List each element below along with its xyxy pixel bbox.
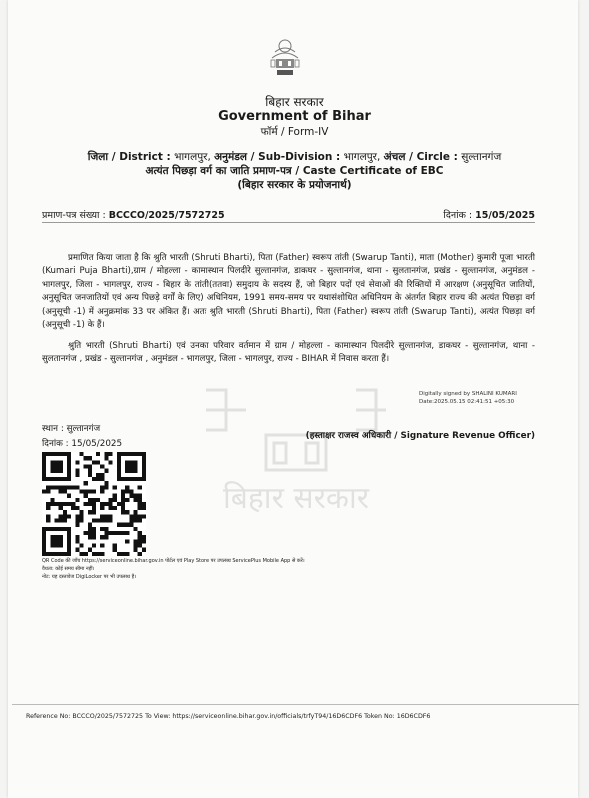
issue-place: स्थान : सुल्तानगंज [42,424,101,434]
certificate-paragraph-2: श्रुति भारती (Shruti Bharti) एवं उनका परिवार वर्तमान में ग्राम / मोहल्ला - कामास्थान पिलदीरे सुल्तानगंज, डाकघर - सुल्तानगंज, थाना - सुलतानगंज , प्रखंड - सुल्तानगंज , अनुमंडल - भागलपुर, जिला - भागलपुर, राज्य - BIHAR में निवास करता हैं। [42,341,535,365]
digital-signature-block [419,390,517,406]
district-label: जिला / District : [87,151,171,163]
watermark-text: बिहार सरकार [222,481,370,516]
certificate-purpose: (बिहार सरकार के प्रयोजनार्थ) [237,179,352,191]
bihar-emblem-icon [267,36,303,78]
issue-date: दिनांक : 15/05/2025 [42,439,123,449]
location-line [0,150,589,164]
qr-note-line2: वैधता: कोई समय सीमा नहीं। [42,566,95,572]
watermark-emblem [196,380,396,520]
circle-value: सुल्तानगंज [461,151,502,163]
footer-divider [12,704,579,705]
certificate-number [42,208,225,221]
certificate-date [443,208,535,221]
certificate-number-value: BCCCO/2025/7572725 [108,210,225,221]
subdivision-label: अनुमंडल / Sub-Division : [214,151,341,163]
subdivision-value: भागलपुर, [343,151,381,163]
certificate-date-value: 15/05/2025 [475,210,535,221]
signature-revenue-officer: (हस्ताक्षर राजस्व अधिकारी / Signature Revenue Officer) [305,431,535,441]
certificate-number-label: प्रमाण-पत्र संख्या : [42,210,106,221]
qr-note-line3: नोट: यह दस्तावेज DigiLocker पर भी उपलब्ध है। [42,574,137,580]
qr-code-icon [42,452,146,556]
circle-label: अंचल / Circle : [383,151,458,163]
header-divider [42,222,535,223]
digital-signature-line1: Digitally signed by SHALINI KUMARI [419,391,517,397]
certificate-paragraph-1: प्रमाणित किया जाता है कि श्रुति भारती (Shruti Bharti), पिता (Father) स्वरूप तांती (Swarup Tanti), माता (Mother) कुमारी पूजा भारती (Kumari Puja Bharti),ग्राम / मोहल्ला - कामास्थान पिलदीरे सुल्तानगंज, डाकघर - सुल्तानगंज, थाना - सुलतानगंज, प्रखंड - सुल्तानगंज, अनुमंडल - भागलपुर, जिला - भागलपुर, राज्य - बिहार के तांती(ततवा) समुदाय के सदस्य हैं, जो बिहार पदों एवं सेवाओं की रिक्तियों में आरक्षण (अनुसूचित जातियों, अनुसूचित जनजातियों एवं अन्य पिछड़े वर्गों के लिए) अधिनियम, 1991 समय-समय पर यथासंशोधित अधिनियम के अंतर्गत बिहार राज्य की अत्यंत पिछड़ा वर्ग (अनुसूची -1) में अनुक्रमांक 33 पर अंकित हैं। अतः श्रुति भारती (Shruti Bharti), पिता (Father) स्वरूप तांती (Swarup Tanti), अत्यंत पिछड़ा वर्ग (अनुसूची -1) के हैं। [42,253,535,331]
district-value: भागलपुर, [174,151,211,163]
govt-english-title: Government of Bihar [218,109,371,124]
form-label: फॉर्म / Form-IV [260,126,329,138]
govt-hindi-title: बिहार सरकार [265,95,324,109]
qr-note-line1: QR Code की जाँच https://serviceonline.bihar.gov.in पोर्टल एवं Play Store पर उपलब्ध ServicePlus Mobile App से करें। [42,558,305,564]
certificate-date-label: दिनांक : [443,210,473,221]
digital-signature-line2: Date:2025.05.15 02:41:51 +05:30 [419,399,515,405]
certificate-title: अत्यंत पिछड़ा वर्ग का जाति प्रमाण-पत्र / Caste Certificate of EBC [145,165,444,177]
reference-footer: Reference No: BCCCO/2025/7572725 To View: https://serviceonline.bihar.gov.in/officials/trfyT94/16D6CDF6 Token No: 16D6CDF6 [26,713,431,720]
